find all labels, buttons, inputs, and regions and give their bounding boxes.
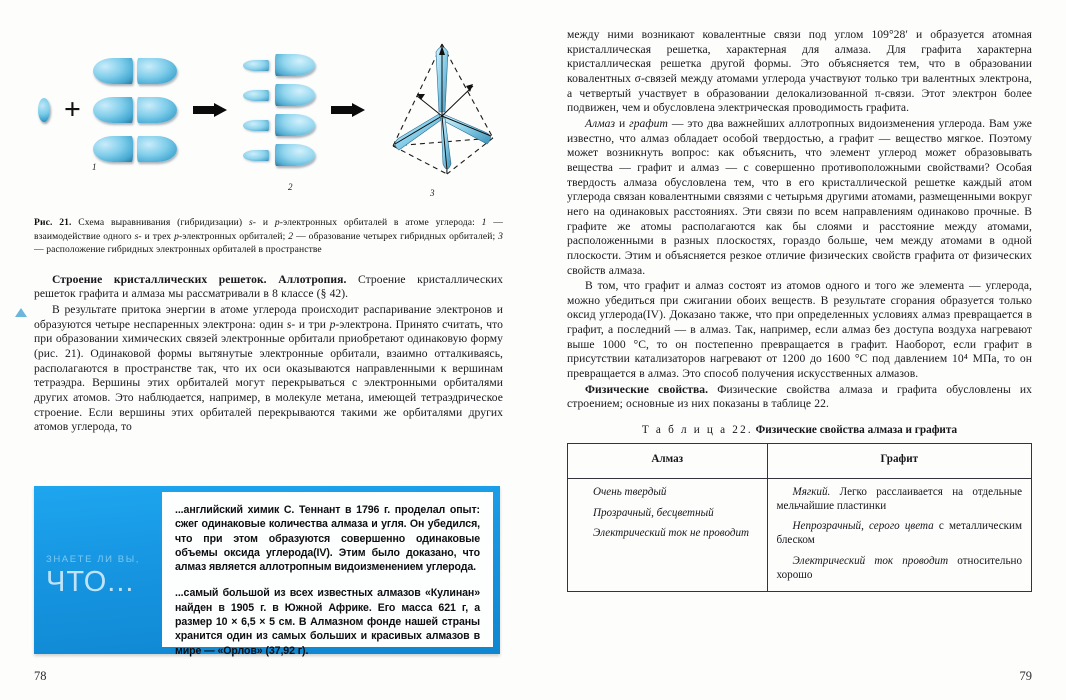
caption-item3-text: — расположение гибридных электронных орбиталей в пространстве xyxy=(34,244,322,256)
did-you-know-fact-1: ...английский химик С. Теннант в 1796 г. проделал опыт: сжег одинаковые количества алмаза и угля. Он убедился, что при этом образуются совершенно одинаковые объемы оксида углерода(IV). Этим было доказано, что алмаз является аллотропным видоизменением углерода. xyxy=(175,504,480,574)
caption-text-main: Схема выравнивания (гибридизации) xyxy=(78,217,243,228)
p-orbital-icon xyxy=(93,56,177,86)
para2-p-label: p- xyxy=(329,317,340,331)
table-cell-graphite-properties xyxy=(767,478,1031,592)
diamond-property-2 xyxy=(577,507,758,521)
diamond-property-1-text: Очень твердый xyxy=(593,485,667,498)
graphite-property-3-rest: относительно хорошо xyxy=(776,554,1023,581)
section-heading: Строение кристаллических решеток. Аллотропия. xyxy=(52,272,347,286)
table-caption xyxy=(567,424,1032,436)
para2-c: электрона. Принято считать, что при образовании химических связей электронные орбитали приобретают одинаковую форму (рис. 21). Одинаковой формы вытянутые электронные орбитали, взаимно отталкиваясь, располагаются в пространстве так, что их оси оказываются направленными к вершинам тетраэдра. Вершины этих орбиталей могут перекрываться с электронными орбиталями других атомов. Это наблюдается, например, в молекуле метана, имеющей тетраэдрическое строение. Если вершины этих орбиталей перекрываются такими же орбиталями других атомов углерода, то xyxy=(34,317,503,434)
did-you-know-box xyxy=(34,486,500,657)
diamond-property-2-text: Прозрачный, бесцветный xyxy=(593,506,714,519)
physical-properties-rest: Физические свойства алмаза и графита обусловлены их строением; основные из них показаны в таблице 22. xyxy=(567,382,1032,411)
graphite-property-1 xyxy=(777,486,1022,514)
diamond-property-3-text: Электрический ток не проводит xyxy=(593,527,750,540)
figure-label-2: 2 xyxy=(288,182,293,192)
page-number-right: 79 xyxy=(1019,669,1032,683)
caption-item2-text: — образование четырех гибридных орбиталей; xyxy=(296,230,496,242)
caption-s-label: s- xyxy=(248,217,257,228)
term-graphite: графит xyxy=(629,116,668,130)
table-title-text: Физические свойства алмаза и графита xyxy=(755,424,958,437)
paragraph-physical-properties xyxy=(567,383,1032,412)
caption-item3-number: 3 xyxy=(498,230,504,242)
p-orbital-icon xyxy=(93,134,177,164)
graphite-property-2-rest: с металлическим блеском xyxy=(776,520,1023,547)
physical-properties-heading: Физические свойства. xyxy=(585,382,709,396)
tetrahedron-orbitals-icon xyxy=(381,34,503,186)
did-you-know-eyebrow: ЗНАЕТЕ ЛИ ВЫ, xyxy=(46,554,140,565)
section-heading-paragraph xyxy=(34,273,503,302)
figure-label-3: 3 xyxy=(430,188,435,198)
table-cell-diamond-properties xyxy=(568,478,768,592)
page-gutter xyxy=(533,0,534,700)
s-orbital-icon xyxy=(38,98,50,122)
did-you-know-fact-2: ...самый большой из всех известных алмазов «Кулинан» найден в 1905 г. в Южной Африке. Его масса 621 г, а размер 10 × 6,5 × 5 см. В Алмазном фонде нашей страны хранится один из самых больших и красивых алмазов в мире — «Орлов» (37,92 г). xyxy=(175,587,480,657)
caption-figure-number: Рис. 21. xyxy=(34,217,72,228)
graphite-property-1-rest: Легко расслаивается на отдельные мельчайшие пластинки xyxy=(776,485,1022,512)
para2-b: и три xyxy=(295,317,330,331)
plus-sign: + xyxy=(63,93,81,126)
caption-item1-and: и xyxy=(144,230,150,242)
section-heading-rest: Строение кристаллических решеток графита и алмаза мы рассматривали в 8 классе (§ 42). xyxy=(34,272,503,301)
table-header-row xyxy=(568,444,1032,479)
table-row xyxy=(568,478,1032,592)
table-header-diamond: Алмаз xyxy=(568,444,768,479)
graphite-property-2-em: Непрозрачный, серого цвета xyxy=(792,520,934,533)
caption-text-rest: электронных орбиталей в атоме углерода: xyxy=(283,217,475,228)
caption-conjunction: и xyxy=(262,217,269,228)
diamond-property-3 xyxy=(577,527,758,541)
diamond-property-1 xyxy=(577,486,758,500)
graphite-property-2 xyxy=(777,520,1022,548)
hybrid-orbital-icon xyxy=(243,84,315,106)
para2-a: В результате притока энергии в атоме углерода происходит распаривание электронов и образуются четыре неспаренных электрона: один xyxy=(34,303,503,331)
caption-item1-p: p- xyxy=(174,230,183,242)
figure-caption: Рис. 21. Схема выравнивания (гибридизации) s- и p-электронных орбиталей в атоме углерода: 1 — взаимодействие одного s- и трех p-электронных орбиталей; 2 — образование четырех гибридных орбиталей; 3 — расположение гибридных электронных орбиталей в пространстве xyxy=(34,217,504,256)
right-page xyxy=(533,0,1066,700)
paragraph-combustion: В том, что графит и алмаз состоят из атомов одного и того же элемента — углерода, можно убедиться при сжигании обоих веществ. В результате сгорания образуется только оксид углерода(IV). Доказано также, что при определенных условиях алмаз превращается в графит, а последний — в алмаз. Так, например, если алмаз без доступа воздуха нагревают выше 1000 °С, то он постепенно превращается в графит. Наоборот, если графит в присутствии катализаторов нагревают от 1200 до 1600 °С под давлением 10⁴ МПа, то он превращается в алмаз. Это способ получения искусственных алмазов. xyxy=(567,279,1032,381)
p-orbital-icon xyxy=(93,95,177,125)
graphite-property-1-em: Мягкий. xyxy=(792,485,831,498)
caption-item2-number: 2 xyxy=(288,230,294,242)
physical-properties-table xyxy=(567,443,1032,592)
did-you-know-headline: ЧТО... xyxy=(46,566,135,598)
hybrid-orbital-icon xyxy=(243,54,315,76)
hybrid-orbital-group xyxy=(243,54,315,166)
hybrid-orbital-icon xyxy=(243,144,315,166)
triangle-marker-icon xyxy=(15,308,27,317)
hybrid-orbital-icon xyxy=(243,114,315,136)
table-header-graphite: Графит xyxy=(767,444,1031,479)
caption-item1-text: — взаимодействие одного xyxy=(34,217,503,242)
paragraph-diamond-graphite xyxy=(567,117,1032,278)
para2-rest: — это два важнейших аллотропных видоизменения углерода. Вам уже известно, что алмаз обладает особой твердостью, а графит — вещество мягкое. Поэтому может возникнуть вопрос: как объяснить, что элемент углерод может образовывать вещества — графит и алмаз — с совершенно противоположными свойствами? Особая твердость алмаза обусловлена тем, что в его кристаллической решетке каждый атом углерода связан ковалентными связями с четырьмя другими атомами, размещенными вокруг него на одинаковых расстояниях. Эти связи по всем направлениям одинаково прочные. В графите же атомы располагаются как бы слоями и расстояние между атомами, расположенными в разных плоскостях, гораздо больше, чем между атомами в одной плоскости. Этим и объясняется резкое отличие физических свойств графита от физических свойств алмаза. xyxy=(567,116,1032,277)
para2-and: и xyxy=(615,116,630,130)
paragraph-covalent-bonds: между ними возникают ковалентные связи под углом 109°28′ и образуется атомная кристаллическая решетка, характерная для алмаза. Для графита характерна кристаллическая решетка другой формы. Это объясняется тем, что в образовании ковалентных σ-связей между атомами углерода участвуют только три валентных электрона, а четвертый участвует в образовании делокализованной π-связи. Этот электрон более подвижен, чем и обусловлена электрическая проводимость графита. xyxy=(567,28,1032,115)
para2-s-label: s- xyxy=(286,317,296,331)
caption-item1-number: 1 xyxy=(481,217,487,228)
figure-21-hybridization-diagram xyxy=(34,30,503,210)
graphite-property-3-em: Электрический ток проводит xyxy=(792,554,949,567)
did-you-know-title-block xyxy=(34,486,162,654)
arrow-right-icon xyxy=(193,103,227,117)
caption-item1-s: s- xyxy=(134,230,142,242)
p-orbital-group xyxy=(93,56,177,164)
caption-p-label: p- xyxy=(274,217,284,228)
table-label: Т а б л и ц а 22. xyxy=(641,424,753,437)
caption-item1-text-b: электронных орбиталей; xyxy=(182,230,286,242)
page-number-left: 78 xyxy=(34,669,47,683)
paragraph-hybridization xyxy=(34,303,503,435)
term-diamond: Алмаз xyxy=(585,116,616,130)
arrow-right-icon xyxy=(331,103,365,117)
figure-label-1: 1 xyxy=(92,162,97,172)
graphite-property-3 xyxy=(777,555,1022,583)
did-you-know-facts xyxy=(162,492,493,657)
figure-row xyxy=(34,30,503,190)
